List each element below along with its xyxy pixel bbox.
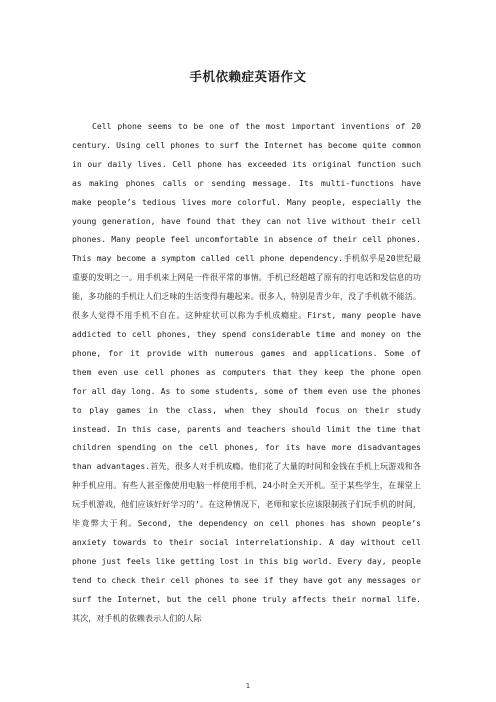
document-title: 手机依赖症英语作文	[189, 69, 307, 84]
document-body: Cell phone seems to be one of the most important inventions of 20 century. Using cell phones to surf the Internet has become quite common in our daily lives. Cell phone has exceeded its original function such as making phones calls or sending message. Its multi-functions have make people’s tedious lives more colorful. Many people, especially the young generation, have found that they can not live without their cell phones. Many people feel uncomfortable in absence of their cell phones. This may become a symptom called cell phone dependency.手机似乎是20世纪最重要的发明之一。用手机来上网是一件很平常的事情。手机已经超越了原有的打电话和发信息的功能，多功能的手机让人们乏味的生活变得有趣起来。很多人，特别是青少年，没了手机就不能活。很多人觉得不用手机不自在。这种症状可以称为手机成瘾症。First, many people have addicted to cell phones, they spend considerable time and money on the phone, for it provide with numerous games and applications. Some of them even use cell phones as computers that they keep the phone open for all day long. As to some students, some of them even use the phones to play games in the class, when they should focus on their study instead. In this case, parents and teachers should limit the time that children spending on the cell phones, for its have more disadvantages than advantages.首先，很多人对手机成瘾。他们花了大量的时间和金钱在手机上玩游戏和各种手机应用。有些人甚至像使用电脑一样使用手机，24小时全天开机。至于某些学生，在课堂上玩手机游戏，他们应该好好学习的’。在这种情况下，老师和家长应该限制孩子们玩手机的时间，毕竟弊大于利。Second, the dependency on cell phones has shown people’s anxiety towards to their social interrelationship. A day without cell phone just feels like getting lost in this big world. Every day, people tend to check their cell phones to see if they have got any messages or surf the Internet, but the cell phone truly affects their normal life.其次，对手机的依赖表示人们的人际	[72, 121, 421, 623]
page-number: 1	[245, 682, 251, 690]
